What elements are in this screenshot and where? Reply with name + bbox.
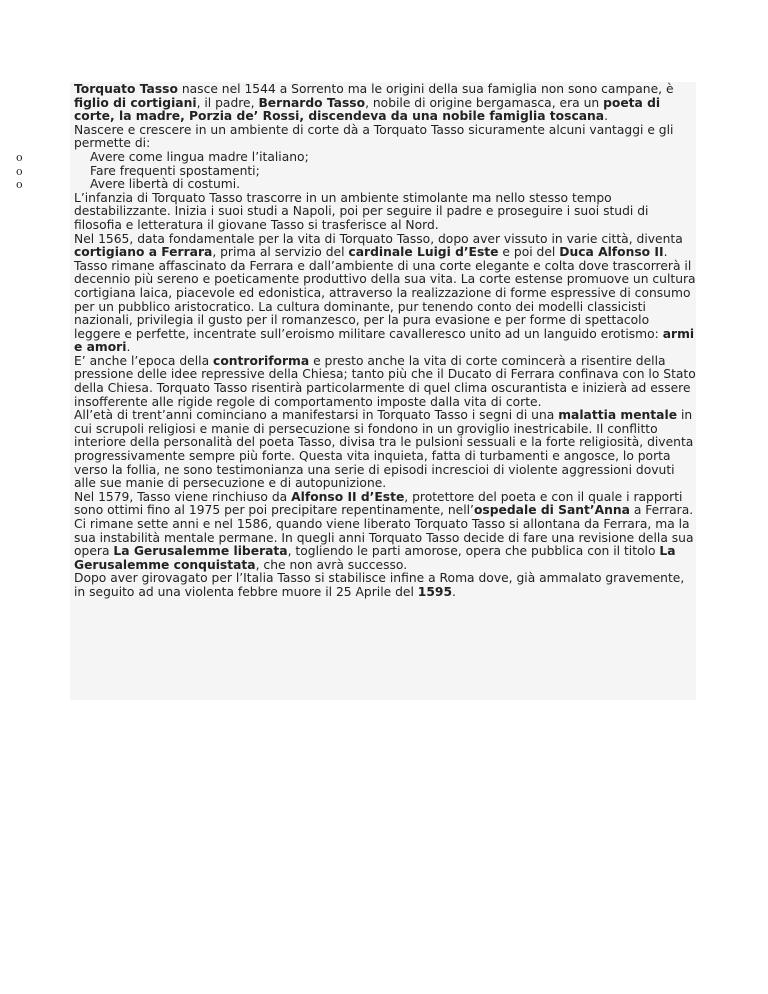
text-span: . xyxy=(126,340,131,355)
bold-phrase: armi e amori xyxy=(74,326,695,355)
text-span: Tasso rimane affascinato da Ferrara e dall’ambiente di una corte elegante e colta dove trascorrerà il decennio più sereno e poeticamente produttivo della sua vita. La corte estense promuove un cultura cortigiana laica, piacevole ed edonistica, attraverso la realizzazione di forme espressive di consumo per un pubblico aristocratico. La cultura dominante, pur tenendo conto dei modelli classicisti nazionali, privilegia il gusto per il romanzesco, per la pura evasione e per forme di spettacolo leggere e perfette, incentrate sull’eroismo militare cavalleresco unito ad un languido erotismo: xyxy=(74,258,696,341)
bold-name: Torquato Tasso xyxy=(74,82,178,96)
bold-year: 1595 xyxy=(417,584,453,599)
document-body xyxy=(16,82,696,600)
text-span: Dopo aver girovagato per l’Italia Tasso si stabilisce infine a Roma dove, già ammalato gravemente, in seguito ad una violenta febbre muore il 25 Aprile del xyxy=(74,571,685,599)
text-span: nasce nel 1544 a Sorrento ma le origini della sua famiglia non sono campane, è xyxy=(177,82,674,96)
list-item-text: Avere come lingua madre l’italiano; xyxy=(90,149,309,164)
bold-name: Duca Alfonso II xyxy=(559,245,664,260)
bullet-marker: o xyxy=(16,164,23,178)
bold-name: Alfonso II d’Este xyxy=(291,489,405,504)
text-span: All’età di trent’anni cominciano a manifestarsi in Torquato Tasso i segni di una xyxy=(74,408,559,423)
text-span: Nel 1565, data fondamentale per la vita di Torquato Tasso, dopo aver vissuto in varie città, diventa xyxy=(74,231,683,246)
paragraph-1565 xyxy=(74,233,696,260)
list-item-text: Fare frequenti spostamenti; xyxy=(90,163,260,178)
text-span: . xyxy=(663,245,668,260)
bold-phrase: poeta di corte, la madre, Porzia de’ Rossi, discendeva da una nobile famiglia toscana xyxy=(74,95,661,124)
list-item xyxy=(16,177,696,192)
paragraph-roma xyxy=(74,572,696,599)
text-span: , il padre, xyxy=(196,95,259,110)
bold-title: La Gerusalemme conquistata xyxy=(74,544,676,572)
advantages-list xyxy=(16,149,696,192)
paragraph-controriforma xyxy=(74,355,696,409)
paragraph-intro xyxy=(74,83,696,124)
bold-phrase: cortigiano a Ferrara xyxy=(74,245,213,260)
text-span: . xyxy=(604,109,609,124)
paragraph-ferrara xyxy=(74,260,696,355)
paragraph-1579 xyxy=(74,491,696,573)
text-span: , togliendo le parti amorose, opera che pubblica con il titolo xyxy=(287,544,660,559)
text-span: . xyxy=(452,584,456,599)
bold-phrase: malattia mentale xyxy=(558,408,678,423)
bold-phrase: ospedale di Sant’Anna xyxy=(473,503,630,518)
paragraph-malattia xyxy=(74,409,696,491)
bullet-marker: o xyxy=(16,178,23,192)
bold-name: Bernardo Tasso xyxy=(258,95,366,110)
list-item xyxy=(16,163,696,179)
text-span: , protettore del poeta e con il quale i rapporti sono ottimi fino al 1975 per poi precipitare repentinamente, nell’ xyxy=(74,489,683,518)
list-item xyxy=(16,149,696,165)
bold-phrase: controriforma xyxy=(213,353,310,368)
text-span: Nel 1579, Tasso viene rinchiuso da xyxy=(74,489,292,504)
text-span: E’ anche l’epoca della xyxy=(74,353,214,368)
text-span: e presto anche la vita di corte comincerà a risentire della pressione delle idee repressive della Chiesa; tanto più che il Ducato di Ferrara confinava con lo Stato della Chiesa. Torquato Tasso risentirà particolarmente di quel clima oscurantista e inizierà ad essere insofferente alle rigide regole di comportamento imposte dalla vita di corte. xyxy=(74,353,696,409)
text-span: in cui scrupoli religiosi e manie di persecuzione si fondono in un groviglio inestricabile. Il conflitto interiore della personalità del poeta Tasso, divisa tra le pulsioni sessuali e la forte religiosità, diventa progressivamente sempre più forte. Questa vita inquieta, fatta di turbamenti e angosce, lo porta verso la follia, ne sono testimonianza una serie di episodi increscioi di violente aggressioni dovuti alle sue manie di persecuzione e di autopunizione. xyxy=(74,408,694,491)
list-item-text: Avere libertà di costumi. xyxy=(90,177,241,192)
text-span: , nobile di origine bergamasca, era un xyxy=(365,95,604,110)
bold-name: cardinale Luigi d’Este xyxy=(348,245,499,260)
text-span: , che non avrà successo. xyxy=(255,557,408,572)
bold-title: La Gerusalemme liberata xyxy=(113,544,288,559)
paragraph-childhood: L’infanzia di Torquato Tasso trascorre in un ambiente stimolante ma nello stesso tempo destabilizzante. Inizia i suoi studi a Napoli, poi per seguire il padre e proseguire i suoi studi di filosofia e letteratura il giovane Tasso si trasferisce al Nord. xyxy=(74,190,649,232)
bullet-marker: o xyxy=(16,150,23,164)
text-span: a Ferrara. Ci rimane sette anni e nel 1586, quando viene liberato Torquato Tasso si allontana da Ferrara, ma la sua instabilità mentale permane. In quegli anni Torquato Tasso decide di fare una revisione della sua opera xyxy=(74,503,694,559)
paragraph-advantages: Nascere e crescere in un ambiente di corte dà a Torquato Tasso sicuramente alcuni vantaggi e gli permette di: xyxy=(74,122,674,151)
text-span: , prima al servizio del xyxy=(212,245,349,260)
text-span: e poi del xyxy=(498,245,560,260)
bold-phrase: figlio di cortigiani xyxy=(74,95,197,110)
